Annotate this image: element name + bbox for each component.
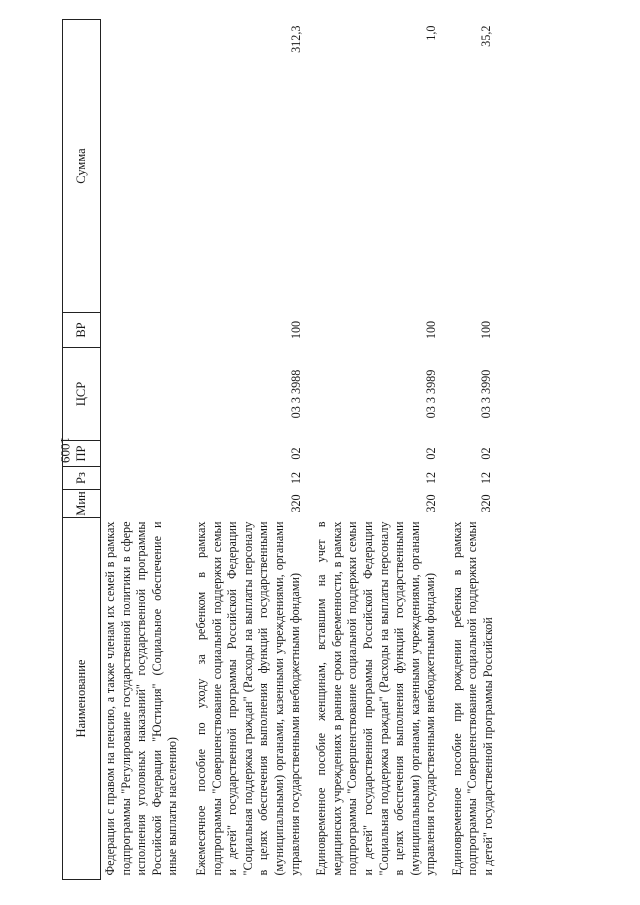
- row-rz: 12: [288, 471, 303, 485]
- table-row: [442, 20, 497, 880]
- table-header-row: [63, 20, 101, 880]
- row-rz: [101, 467, 186, 490]
- row-pr: 02: [479, 447, 494, 460]
- row-name: Единовременное пособие женщинам, вставшим на учет в медицинских учреждениях в ранние сроки беременности, в рамках подпрограммы "Совершенствование социальной поддержки семьи и детей" государственной программы Российской Федерации "Социальная поддержка граждан" (Расходы на выплаты персоналу в целях обеспечения выполнения функций государственными (муниципальными) органами, казенными учреждениями, органами управления государственными внебюджетными фондами): [314, 521, 438, 876]
- row-pr: 02: [424, 447, 439, 460]
- row-sum: 312,3: [288, 25, 303, 53]
- header-rz: Рз: [63, 467, 101, 490]
- budget-table: [62, 19, 497, 880]
- row-vr: 100: [479, 320, 494, 340]
- row-min: 320: [288, 494, 303, 513]
- row-min: [101, 490, 186, 518]
- row-pr: [101, 441, 186, 467]
- header-min: Мин: [63, 490, 101, 518]
- table-row: [186, 20, 306, 880]
- row-csr: 03 3 3990: [479, 369, 494, 419]
- header-pr: ПР: [63, 441, 101, 467]
- table-row: [101, 20, 186, 880]
- row-name: Единовременное пособие при рождении ребенка в рамках подпрограммы "Совершенствование социальной поддержки семьи и детей" государственной программы Российской: [449, 521, 496, 876]
- table-row: [306, 20, 442, 880]
- header-csr: ЦСР: [63, 348, 101, 441]
- row-sum: 35,2: [479, 25, 494, 47]
- row-min: 320: [479, 494, 494, 513]
- row-rz: 12: [479, 471, 494, 485]
- page-number: 1009: [58, 437, 73, 463]
- row-vr: 100: [288, 320, 303, 340]
- header-sum: Сумма: [63, 20, 101, 313]
- row-csr: 03 3 3988: [288, 369, 303, 419]
- row-name: Ежемесячное пособие по уходу за ребенком в рамках подпрограммы "Совершенствование социальной поддержки семьи и детей" государственной программы Российской Федерации "Социальная поддержка граждан" (Расходы на выплаты персоналу в целях обеспечения выполнения функций государственными (муниципальными) органами, казенными учреждениями, органами управления государственными внебюджетными фондами): [193, 521, 302, 876]
- row-vr: 100: [424, 320, 439, 340]
- row-csr: [101, 348, 186, 441]
- row-name: Федерации с правом на пенсию, а также членам их семей в рамках подпрограммы "Регулирование государственной политики в сфере исполнения уголовных наказаний" государственной программы Российской Федерации "Юстиция" (Социальное обеспечение и иные выплаты населению): [103, 521, 180, 876]
- row-pr: 02: [288, 447, 303, 460]
- row-csr: 03 3 3989: [424, 369, 439, 419]
- row-min: 320: [424, 494, 439, 513]
- row-sum: [101, 20, 186, 313]
- row-rz: 12: [424, 471, 439, 485]
- header-name: Наименование: [63, 518, 101, 880]
- row-sum: 1,0: [424, 25, 439, 41]
- header-vr: ВР: [63, 313, 101, 348]
- budget-table-rotated: [62, 20, 547, 880]
- row-vr: [101, 313, 186, 348]
